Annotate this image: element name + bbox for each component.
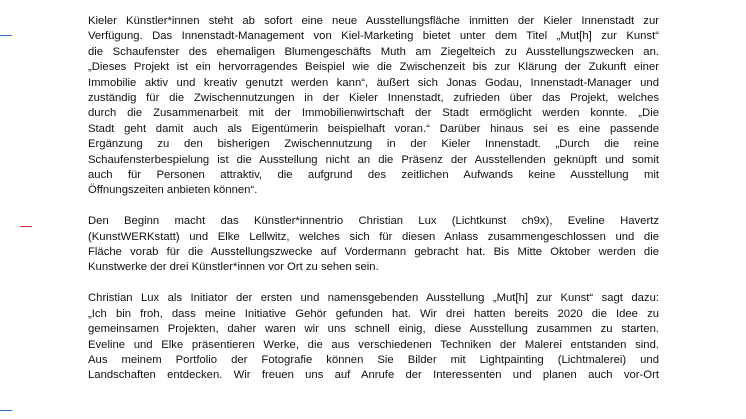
- paragraph-3: [88, 291, 659, 383]
- text-line: zuständig für die Zwischennutzungen in der Kieler Innenstadt, zufrieden über das Projekt, welches: [88, 92, 659, 105]
- text-line: Eveline und Elke präsentieren Werke, die aus verschiedenen Techniken der Malerei entstanden sind.: [88, 338, 659, 351]
- text-line: Kunstwerke der drei Künstler*innen vor Ort zu sehen sein.: [88, 261, 379, 274]
- text-line: die Schaufenster des ehemaligen Blumengeschäfts Muth am Ziegelteich zu Ausstellungszwecken an.: [88, 45, 659, 58]
- text-line: Öffnungszeiten anbieten können“.: [88, 184, 258, 197]
- paragraph-2: [88, 214, 659, 276]
- text-line: Schaufensterbespielung ist die Ausstellung nicht an die Präsenz der Ausstellenden geknüpft und somit: [88, 153, 659, 166]
- margin-marker-blue-bottom: [0, 410, 12, 411]
- text-line: „Ich bin froh, dass meine Initiative Gehör gefunden hat. Wir drei hatten bereits 2020 die Idee zu: [88, 307, 659, 320]
- text-line: Christian Lux als Initiator der ersten und namensgebenden Ausstellung „Mut[h] zur Kunst“ sagt dazu:: [88, 292, 659, 305]
- text-line: Den Beginn macht das Künstler*innentrio Christian Lux (Lichtkunst ch9x), Eveline Havertz: [88, 215, 659, 228]
- text-line: durch die Zusammenarbeit mit der Immobilienwirtschaft der Stadt ermöglicht werden konnte. „Die: [88, 107, 659, 120]
- document-body: [88, 14, 659, 399]
- paragraph-1: [88, 14, 659, 199]
- text-line: Verfügung. Das Innenstadt-Management von Kiel-Marketing bietet unter dem Titel „Mut[h] zur Kunst“: [88, 30, 659, 43]
- text-line: Immobilie aktiv und kreativ genutzt werden kann“, äußert sich Jonas Godau, Innenstadt-Manager und: [88, 76, 659, 89]
- text-line: „Dieses Projekt ist ein hervorragendes Beispiel wie die Zwischenzeit bis zur Klärung der Zukunft einer: [88, 61, 659, 74]
- text-line: Kieler Künstler*innen steht ab sofort eine neue Ausstellungsfläche inmitten der Kieler Innenstadt zur: [88, 15, 659, 27]
- text-line: Fläche vorab für die Ausstellungszwecke auf Vordermann gebracht hat. Bis Mitte Oktober werden die: [88, 246, 659, 259]
- text-line: auch für Personen attraktiv, die aufgrund des zeitlichen Aufwands keine Ausstellung mit: [88, 169, 659, 182]
- text-line: Ergänzung zu den bisherigen Zwischennutzung in der Kieler Innenstadt. „Durch die reine: [88, 138, 659, 151]
- text-line: gemeinsamen Projekten, daher waren wir uns schnell einig, diese Ausstellung zusammen zu starten.: [88, 323, 659, 336]
- text-line: Aus meinem Portfolio der Fotografie können Sie Bilder mit Lightpainting (Lichtmalerei) und: [88, 353, 659, 366]
- margin-marker-red: [20, 226, 32, 227]
- text-line: (KunstWERKstatt) und Elke Lellwitz, welches sich für diesen Anlass zusammengeschlossen und die: [88, 230, 659, 243]
- margin-marker-blue-top: [0, 35, 12, 36]
- text-line: Landschaften entdecken. Wir freuen uns auf Anrufe der Interessenten und planen auch vor-Ort: [88, 369, 659, 382]
- text-line: Stadt geht damit auch als Eigentümerin beispielhaft voran.“ Darüber hinaus sei es eine passende: [88, 122, 659, 135]
